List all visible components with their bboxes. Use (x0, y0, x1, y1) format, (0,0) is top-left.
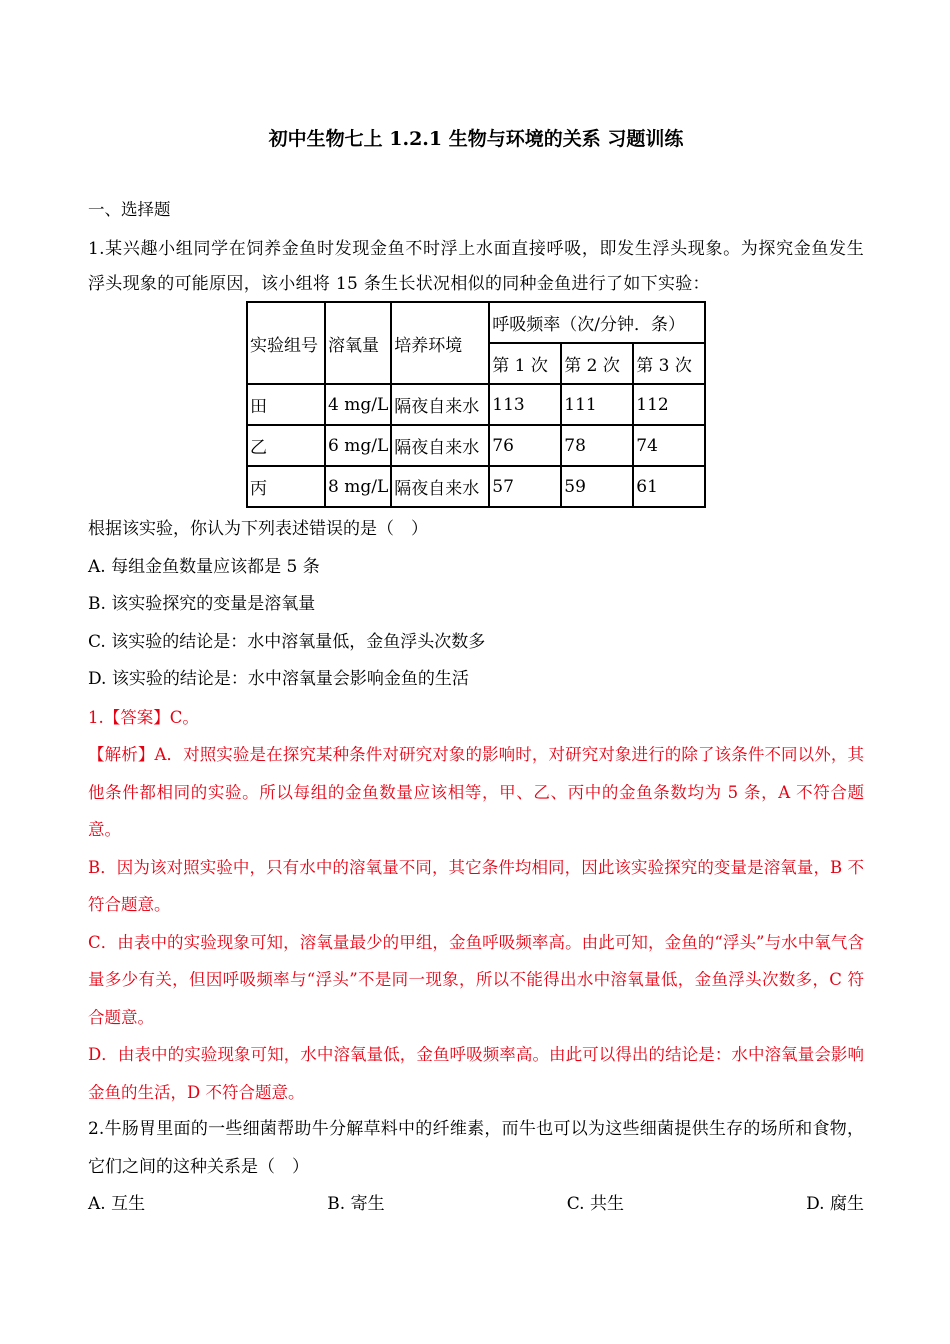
page-title: 初中生物七上 1.2.1 生物与环境的关系 习题训练 (268, 128, 684, 150)
cell-oxygen: 4 mg/L (325, 384, 391, 425)
header-trial-3: 第 3 次 (633, 343, 705, 384)
question-1-stem: 1.某兴趣小组同学在饲养金鱼时发现金鱼不时浮上水面直接呼吸，即发生浮头现象。为探究金鱼发生浮头现象的可能原因，该小组将 15 条生长状况相似的同种金鱼进行了如下实验： (88, 239, 864, 294)
table-row (247, 384, 705, 425)
cell-environment: 隔夜自来水 (391, 384, 489, 425)
answer-1: 1.【答案】C。 (88, 707, 199, 727)
q2-option-d: D. 腐生 (806, 1194, 864, 1214)
question-2-options (88, 1186, 864, 1224)
cell-environment: 隔夜自来水 (391, 466, 489, 507)
header-oxygen: 溶氧量 (325, 302, 391, 384)
cell-oxygen: 8 mg/L (325, 466, 391, 507)
cell-oxygen: 6 mg/L (325, 425, 391, 466)
explanation-d: D．由表中的实验现象可知，水中溶氧量低，金鱼呼吸频率高。由此可以得出的结论是：水中溶氧量会影响金鱼的生活，D 不符合题意。 (88, 1045, 864, 1102)
table-row (247, 466, 705, 507)
cell-trial-1: 113 (489, 384, 561, 425)
option-a: A. 每组金鱼数量应该都是 5 条 (88, 556, 320, 577)
q2-option-b: B. 寄生 (327, 1194, 385, 1214)
experiment-table (246, 301, 706, 508)
option-b: B. 该实验探究的变量是溶氧量 (88, 594, 316, 614)
cell-trial-2: 111 (561, 384, 633, 425)
option-d: D. 该实验的结论是：水中溶氧量会影响金鱼的生活 (88, 669, 469, 689)
header-trial-2: 第 2 次 (561, 343, 633, 384)
table-header-row (247, 302, 705, 343)
cell-trial-1: 76 (489, 425, 561, 466)
question-1-prompt: 根据该实验，你认为下列表述错误的是（ ） (88, 519, 428, 539)
header-environment: 培养环境 (391, 302, 489, 384)
header-trial-1: 第 1 次 (489, 343, 561, 384)
q2-option-c: C. 共生 (566, 1194, 624, 1214)
explanation-b: B．因为该对照实验中，只有水中的溶氧量不同，其它条件均相同，因此该实验探究的变量是溶氧量，B 不符合题意。 (88, 857, 864, 914)
header-respiration: 呼吸频率（次/分钟．条） (489, 302, 705, 343)
explanation-c: C．由表中的实验现象可知，溶氧量最少的甲组，金鱼呼吸频率高。由此可知，金鱼的“浮头”与水中氧气含量多少有关，但因呼吸频率与“浮头”不是同一现象，所以不能得出水中溶氧量低，金鱼浮头次数多，C 符合题意。 (88, 932, 864, 1027)
cell-trial-3: 74 (633, 425, 705, 466)
question-2-stem: 2.牛肠胃里面的一些细菌帮助牛分解草料中的纤维素，而牛也可以为这些细菌提供生存的场所和食物，它们之间的这种关系是（ ） (88, 1119, 864, 1177)
cell-group: 丙 (247, 466, 325, 507)
option-c: C. 该实验的结论是：水中溶氧量低，金鱼浮头次数多 (88, 631, 486, 652)
cell-trial-2: 59 (561, 466, 633, 507)
cell-trial-3: 61 (633, 466, 705, 507)
cell-group: 田 (247, 384, 325, 425)
cell-group: 乙 (247, 425, 325, 466)
cell-trial-1: 57 (489, 466, 561, 507)
cell-trial-3: 112 (633, 384, 705, 425)
header-group: 实验组号 (247, 302, 325, 384)
table-row (247, 425, 705, 466)
cell-environment: 隔夜自来水 (391, 425, 489, 466)
explanation-a: 【解析】A．对照实验是在探究某种条件对研究对象的影响时，对研究对象进行的除了该条件不同以外，其他条件都相同的实验。所以每组的金鱼数量应该相等，甲、乙、丙中的金鱼条数均为 5 条，A 不符合题意。 (88, 745, 864, 839)
question-body (88, 511, 864, 1224)
cell-trial-2: 78 (561, 425, 633, 466)
q2-option-a: A. 互生 (88, 1194, 146, 1214)
section-heading: 一、选择题 (88, 200, 171, 219)
